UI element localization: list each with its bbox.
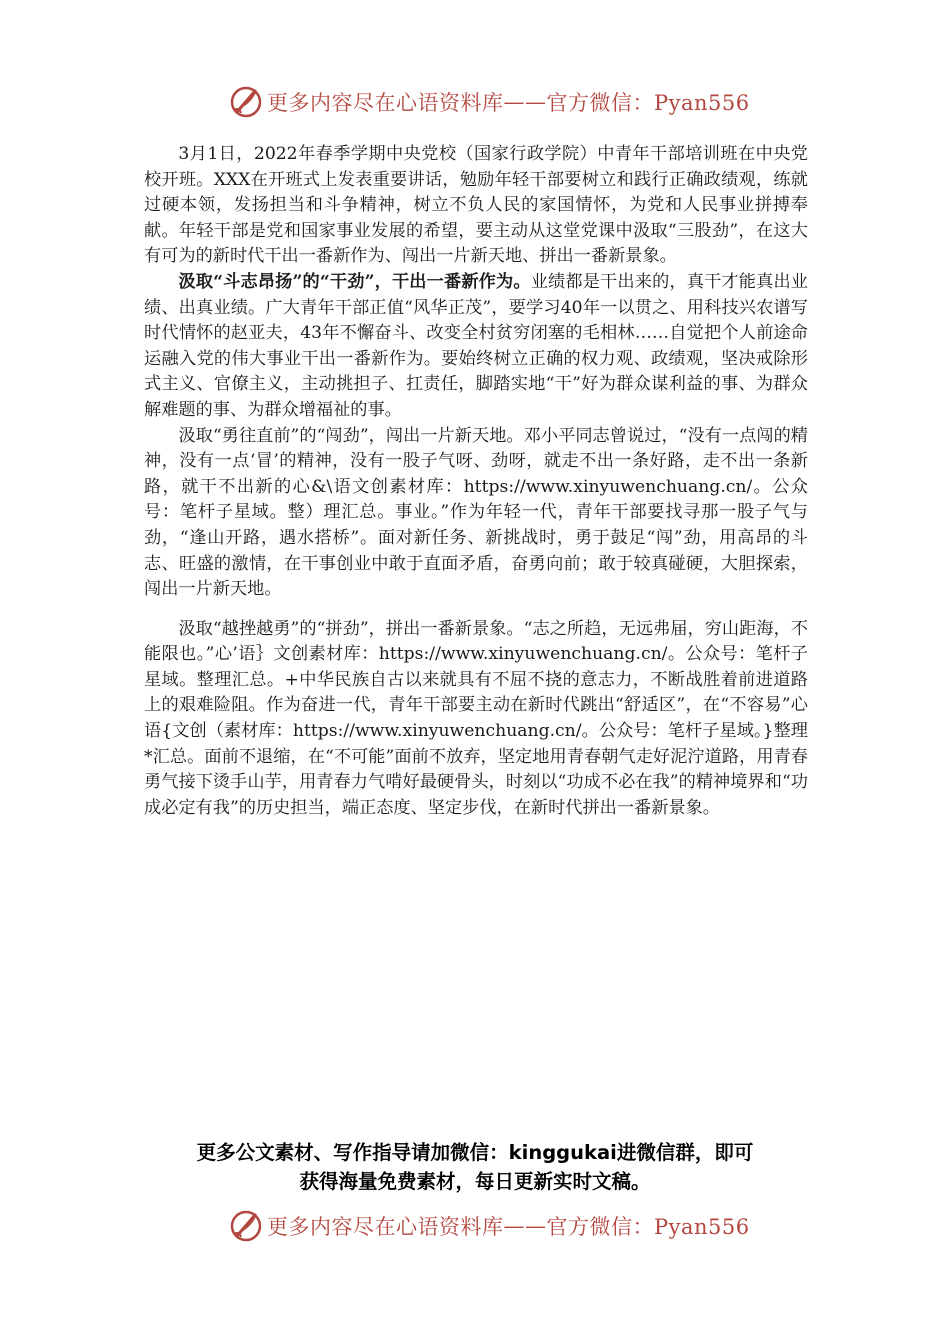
footer-banner-text: 更多内容尽在心语资料库 — [267, 1215, 504, 1239]
paragraph-3-text: 汲取“勇往直前”的“闯劲”，闯出一片新天地。邓小平同志曾说过，“没有一点闯的精神，没有一点‘冒’的精神，没有一股子气呀、劲呀，就走不出一条好路，走不出一条新路，就干不出新的心&\语文创素材库：https://www.xinyuwenchuang.cn/。公众号：笔杆子星域。整）理汇总。事业。”作为年轻一代，青年干部要找寻那一股子气与劲，“逢山开路，遇水搭桥”。面对新任务、新挑战时，勇于鼓足“闯”劲，用高昂的斗志、旺盛的激情，在干事创业中敢于直面矛盾，奋勇向前；敢于较真碰硬，大胆探索，闯出一片新天地。 — [144, 425, 808, 600]
header-banner-text: 更多内容尽在心语资料库 — [267, 91, 504, 115]
paragraph-1 — [144, 142, 808, 270]
quill-pen-logo-icon — [229, 85, 263, 119]
header-banner — [229, 84, 750, 120]
footer-line-1: 更多公文素材、写作指导请加微信：kinggukai进微信群，即可 — [196, 1141, 754, 1164]
footer-banner — [229, 1208, 750, 1244]
footer-line-2: 获得海量免费素材，每日更新实时文稿。 — [299, 1170, 651, 1193]
footer-banner-contact: 官方微信：Pyan556 — [546, 1215, 750, 1239]
paragraph-4 — [144, 617, 808, 822]
paragraph-3 — [144, 424, 808, 603]
footer-banner-separator: —— — [503, 1214, 547, 1238]
paragraph-2 — [144, 270, 808, 424]
paragraph-2-text: 业绩都是干出来的，真干才能真出业绩、出真业绩。广大青年干部正值“风华正茂”，要学习40年一以贯之、用科技兴农谱写时代情怀的赵亚夫，43年不懈奋斗、改变全村贫穷闭塞的毛相林……自觉把个人前途命运融入党的伟大事业干出一番新作为。要始终树立正确的权力观、政绩观，坚决戒除形式主义、官僚主义，主动挑担子、扛责任，脚踏实地“干”好为群众谋利益的事、为群众解难题的事、为群众增福祉的事。 — [144, 271, 808, 420]
header-banner-separator: —— — [503, 90, 547, 114]
header-banner-contact: 官方微信：Pyan556 — [546, 91, 750, 115]
article-body — [144, 142, 808, 821]
quill-pen-logo-icon — [229, 1209, 263, 1243]
paragraph-4-text: 汲取“越挫越勇”的“拼劲”，拼出一番新景象。“志之所趋，无远弗届，穷山距海，不能限也。”心’语｝文创素材库：https://www.xinyuwenchuang.cn/。公众号：笔杆子星域。整理汇总。+中华民族自古以来就具有不屈不挠的意志力，不断战胜着前进道路上的艰难险阻。作为奋进一代，青年干部要主动在新时代跳出“舒适区”，在“不容易”心语{文创（素材库：https://www.xinyuwenchuang.cn/。公众号：笔杆子星域。}整理*汇总。面前不退缩，在“不可能”面前不放弃，坚定地用青春朝气走好泥泞道路，用青春勇气接下烫手山芋，用青春力气啃好最硬骨头，时刻以“功成不必在我”的精神境界和“功成必定有我”的历史担当，端正态度、坚定步伐，在新时代拼出一番新景象。 — [144, 618, 808, 818]
footer-call-to-action — [100, 1138, 850, 1196]
paragraph-2-lead: 汲取“斗志昂扬”的“干劲”，干出一番新作为。 — [178, 271, 531, 292]
paragraph-1-text: 3月1日，2022年春季学期中央党校（国家行政学院）中青年干部培训班在中央党校开班。XXX在开班式上发表重要讲话，勉励年轻干部要树立和践行正确政绩观，练就过硬本领，发扬担当和斗争精神，树立不负人民的家国情怀，为党和人民事业拼搏奉献。年轻干部是党和国家事业发展的希望，要主动从这堂党课中汲取“三股劲”，在这大有可为的新时代干出一番新作为、闯出一片新天地、拼出一番新景象。 — [144, 144, 808, 267]
